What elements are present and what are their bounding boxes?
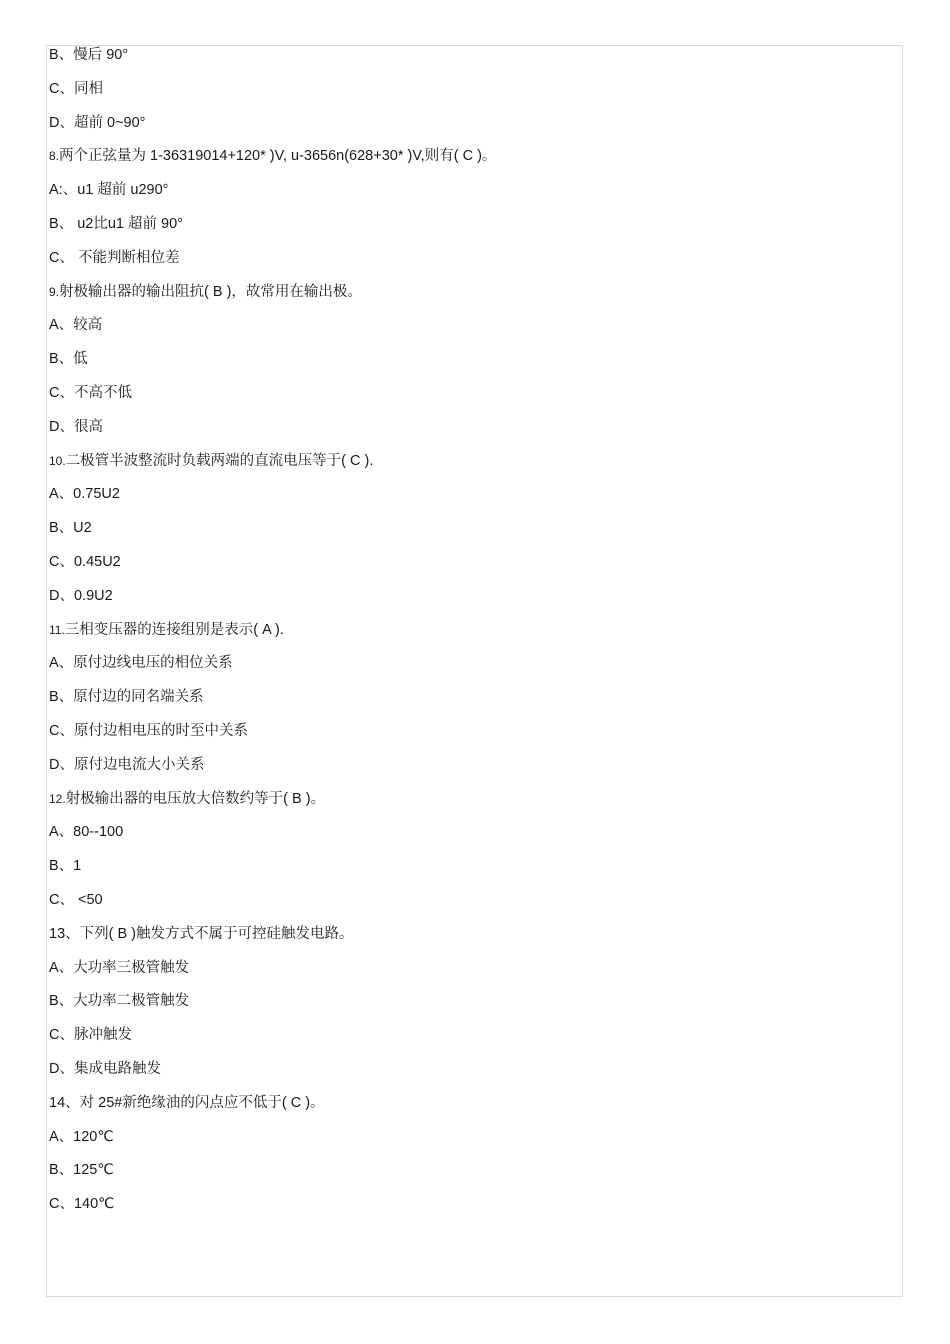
question-text: 射极输出器的输出阻抗( B )，故常用在输出极。: [59, 283, 362, 300]
option-text: C、 <50: [49, 891, 103, 908]
option-text: A、较高: [49, 317, 103, 334]
option-line: [49, 1024, 889, 1058]
option-text: B、 u2比u1 超前 90°: [49, 215, 183, 232]
option-text: C、不高不低: [49, 384, 132, 401]
option-text: C、同相: [49, 80, 103, 97]
question-number: 12.: [49, 791, 66, 806]
option-line: [49, 483, 889, 517]
option-line: [49, 585, 889, 619]
option-text: A、0.75U2: [49, 486, 120, 503]
question-number: 10.: [49, 453, 66, 468]
option-text: B、125℃: [49, 1162, 114, 1179]
option-text: B、U2: [49, 520, 92, 537]
option-text: B、原付边的同名端关系: [49, 689, 204, 706]
question-number: 8.: [49, 149, 60, 164]
option-line: [49, 213, 889, 247]
option-line: [49, 314, 889, 348]
question-text: 14、对 25#新绝缘油的闪点应不低于( C )。: [49, 1094, 325, 1111]
option-line: [49, 1193, 889, 1227]
option-text: C、原付边相电压的时至中关系: [49, 722, 248, 739]
option-line: [49, 754, 889, 788]
option-text: A:、u1 超前 u290°: [49, 182, 169, 199]
option-line: [49, 1159, 889, 1193]
option-text: A、原付边线电压的相位关系: [49, 655, 233, 672]
option-text: D、很高: [49, 418, 103, 435]
option-line: [49, 382, 889, 416]
option-text: C、140℃: [49, 1196, 115, 1213]
option-line: [49, 1058, 889, 1092]
option-line: [49, 990, 889, 1024]
question-number: 11.: [49, 622, 65, 637]
option-line: [49, 821, 889, 855]
option-line: [49, 551, 889, 585]
option-line: [49, 889, 889, 923]
option-text: A、80--100: [49, 824, 124, 841]
option-line: [49, 855, 889, 889]
question-line: [49, 145, 889, 179]
option-text: C、0.45U2: [49, 553, 121, 570]
option-text: A、大功率三极管触发: [49, 959, 190, 976]
document-body: [49, 44, 889, 1227]
question-line: [49, 788, 889, 822]
question-line: [49, 923, 889, 957]
question-line: [49, 281, 889, 315]
option-text: D、超前 0~90°: [49, 114, 146, 131]
option-line: [49, 112, 889, 146]
option-line: [49, 1126, 889, 1160]
option-text: C、 不能判断相位差: [49, 249, 180, 266]
option-text: A、120℃: [49, 1128, 114, 1145]
option-text: C、脉冲触发: [49, 1027, 132, 1044]
option-line: [49, 44, 889, 78]
option-text: B、慢后 90°: [49, 47, 129, 63]
question-text: 13、下列( B )触发方式不属于可控硅触发电路。: [49, 925, 354, 942]
option-text: D、集成电路触发: [49, 1060, 161, 1077]
option-line: [49, 517, 889, 551]
option-text: B、低: [49, 351, 88, 368]
question-text: 射极输出器的电压放大倍数约等于( B )。: [65, 790, 326, 807]
question-line: [49, 450, 889, 484]
option-line: [49, 686, 889, 720]
option-line: [49, 416, 889, 450]
question-text: 二极管半波整流时负载两端的直流电压等于( C ).: [65, 452, 374, 469]
option-text: B、1: [49, 858, 82, 875]
option-line: [49, 957, 889, 991]
option-line: [49, 78, 889, 112]
option-line: [49, 652, 889, 686]
option-text: D、原付边电流大小关系: [49, 756, 205, 773]
question-text: 两个正弦量为 1-36319014+120* )V, u-3656n(628+30* )V,则有( C )。: [59, 148, 497, 165]
question-line: [49, 1092, 889, 1126]
question-number: 9.: [49, 284, 60, 299]
question-text: 三相变压器的连接组别是表示( A ).: [64, 621, 284, 638]
question-line: [49, 619, 889, 653]
option-line: [49, 720, 889, 754]
option-line: [49, 247, 889, 281]
option-line: [49, 348, 889, 382]
option-line: [49, 179, 889, 213]
option-text: D、0.9U2: [49, 587, 113, 604]
option-text: B、大功率二极管触发: [49, 993, 190, 1010]
